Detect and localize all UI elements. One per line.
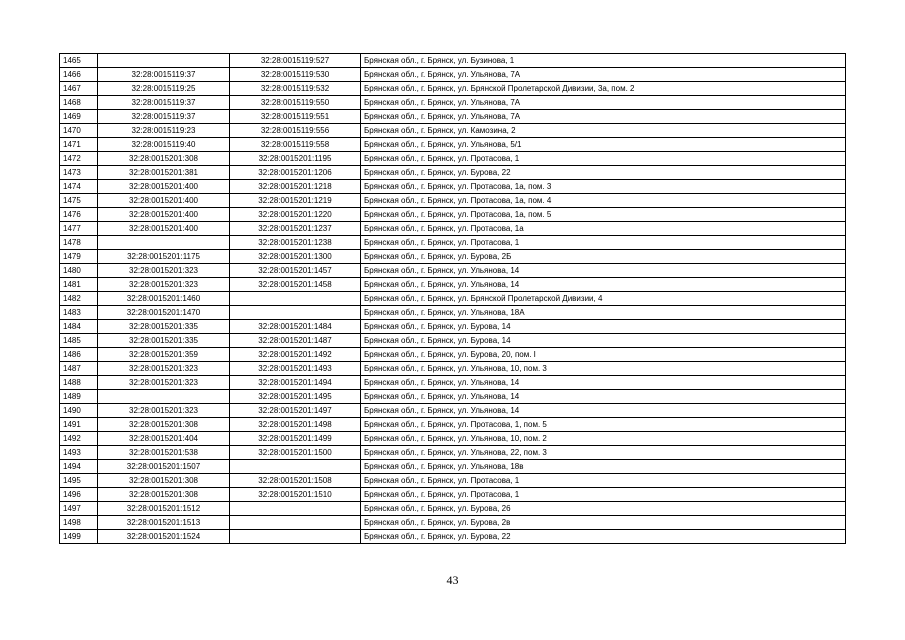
parent-cadastral-cell: 32:28:0015201:323 — [98, 362, 230, 376]
address-cell: Брянская обл., г. Брянск, ул. Протасова, 1а, пом. 5 — [361, 208, 846, 222]
table-row — [60, 348, 846, 362]
parent-cadastral-cell: 32:28:0015201:381 — [98, 166, 230, 180]
parent-cadastral-cell — [98, 236, 230, 250]
address-cell: Брянская обл., г. Брянск, ул. Бузинова, 1 — [361, 54, 846, 68]
page-number: 43 — [446, 573, 459, 587]
row-number-cell: 1483 — [60, 306, 98, 320]
parent-cadastral-cell: 32:28:0015201:323 — [98, 264, 230, 278]
parent-cadastral-cell: 32:28:0015201:323 — [98, 404, 230, 418]
row-number-cell: 1473 — [60, 166, 98, 180]
parent-cadastral-cell: 32:28:0015119:37 — [98, 96, 230, 110]
address-cell: Брянская обл., г. Брянск, ул. Ульянова, 14 — [361, 390, 846, 404]
address-cell: Брянская обл., г. Брянск, ул. Протасова, 1 — [361, 152, 846, 166]
table-row — [60, 390, 846, 404]
parent-cadastral-cell: 32:28:0015201:400 — [98, 208, 230, 222]
parent-cadastral-cell: 32:28:0015119:37 — [98, 68, 230, 82]
row-number-cell: 1480 — [60, 264, 98, 278]
address-cell: Брянская обл., г. Брянск, ул. Ульянова, 7А — [361, 68, 846, 82]
table-row — [60, 278, 846, 292]
parent-cadastral-cell: 32:28:0015201:400 — [98, 194, 230, 208]
row-number-cell: 1499 — [60, 530, 98, 544]
row-number-cell: 1466 — [60, 68, 98, 82]
table-row — [60, 334, 846, 348]
cadastral-number-cell: 32:28:0015201:1206 — [230, 166, 361, 180]
address-cell: Брянская обл., г. Брянск, ул. Протасова, 1а — [361, 222, 846, 236]
table-row — [60, 222, 846, 236]
cadastral-number-cell: 32:28:0015201:1300 — [230, 250, 361, 264]
address-cell: Брянская обл., г. Брянск, ул. Ульянова, 14 — [361, 264, 846, 278]
row-number-cell: 1493 — [60, 446, 98, 460]
table-row — [60, 82, 846, 96]
cadastral-number-cell: 32:28:0015201:1508 — [230, 474, 361, 488]
table-row — [60, 54, 846, 68]
table-row — [60, 530, 846, 544]
address-cell: Брянская обл., г. Брянск, ул. Протасова, 1 — [361, 236, 846, 250]
cadastral-number-cell: 32:28:0015201:1458 — [230, 278, 361, 292]
table-row — [60, 516, 846, 530]
cadastral-number-cell: 32:28:0015119:532 — [230, 82, 361, 96]
table-row — [60, 68, 846, 82]
address-cell: Брянская обл., г. Брянск, ул. Ульянова, 10, пом. 2 — [361, 432, 846, 446]
address-cell: Брянская обл., г. Брянск, ул. Протасова, 1, пом. 5 — [361, 418, 846, 432]
table-row — [60, 404, 846, 418]
parent-cadastral-cell: 32:28:0015201:1512 — [98, 502, 230, 516]
row-number-cell: 1478 — [60, 236, 98, 250]
address-cell: Брянская обл., г. Брянск, ул. Бурова, 2Б — [361, 250, 846, 264]
table-row — [60, 306, 846, 320]
address-cell: Брянская обл., г. Брянск, ул. Камозина, 2 — [361, 124, 846, 138]
address-cell: Брянская обл., г. Брянск, ул. Бурова, 20, пом. I — [361, 348, 846, 362]
parent-cadastral-cell: 32:28:0015201:323 — [98, 376, 230, 390]
table-row — [60, 418, 846, 432]
cadastral-number-cell: 32:28:0015119:558 — [230, 138, 361, 152]
parent-cadastral-cell: 32:28:0015201:359 — [98, 348, 230, 362]
parent-cadastral-cell: 32:28:0015201:323 — [98, 278, 230, 292]
address-cell: Брянская обл., г. Брянск, ул. Брянской Пролетарской Дивизии, 3а, пом. 2 — [361, 82, 846, 96]
address-cell: Брянская обл., г. Брянск, ул. Ульянова, 18в — [361, 460, 846, 474]
cadastral-number-cell: 32:28:0015201:1499 — [230, 432, 361, 446]
address-cell: Брянская обл., г. Брянск, ул. Бурова, 22 — [361, 530, 846, 544]
cadastral-number-cell — [230, 502, 361, 516]
cadastral-number-cell: 32:28:0015119:550 — [230, 96, 361, 110]
cadastral-number-cell: 32:28:0015201:1195 — [230, 152, 361, 166]
cadastral-number-cell: 32:28:0015201:1493 — [230, 362, 361, 376]
table-row — [60, 446, 846, 460]
row-number-cell: 1467 — [60, 82, 98, 96]
parent-cadastral-cell: 32:28:0015201:1175 — [98, 250, 230, 264]
registry-table-body — [60, 54, 846, 544]
cadastral-number-cell: 32:28:0015119:527 — [230, 54, 361, 68]
cadastral-number-cell: 32:28:0015119:530 — [230, 68, 361, 82]
table-row — [60, 208, 846, 222]
parent-cadastral-cell: 32:28:0015201:538 — [98, 446, 230, 460]
table-row — [60, 376, 846, 390]
cadastral-number-cell — [230, 530, 361, 544]
row-number-cell: 1465 — [60, 54, 98, 68]
table-row — [60, 250, 846, 264]
cadastral-number-cell: 32:28:0015201:1495 — [230, 390, 361, 404]
cadastral-number-cell — [230, 292, 361, 306]
table-row — [60, 292, 846, 306]
row-number-cell: 1494 — [60, 460, 98, 474]
row-number-cell: 1471 — [60, 138, 98, 152]
cadastral-number-cell: 32:28:0015201:1484 — [230, 320, 361, 334]
row-number-cell: 1496 — [60, 488, 98, 502]
row-number-cell: 1485 — [60, 334, 98, 348]
parent-cadastral-cell: 32:28:0015201:1460 — [98, 292, 230, 306]
address-cell: Брянская обл., г. Брянск, ул. Бурова, 22 — [361, 166, 846, 180]
row-number-cell: 1477 — [60, 222, 98, 236]
cadastral-number-cell: 32:28:0015201:1494 — [230, 376, 361, 390]
parent-cadastral-cell: 32:28:0015119:23 — [98, 124, 230, 138]
parent-cadastral-cell — [98, 54, 230, 68]
registry-table — [59, 53, 846, 544]
parent-cadastral-cell: 32:28:0015201:1524 — [98, 530, 230, 544]
cadastral-number-cell: 32:28:0015119:556 — [230, 124, 361, 138]
parent-cadastral-cell: 32:28:0015119:25 — [98, 82, 230, 96]
table-row — [60, 152, 846, 166]
table-row — [60, 194, 846, 208]
row-number-cell: 1468 — [60, 96, 98, 110]
table-row — [60, 460, 846, 474]
parent-cadastral-cell: 32:28:0015201:404 — [98, 432, 230, 446]
cadastral-number-cell: 32:28:0015201:1457 — [230, 264, 361, 278]
table-row — [60, 124, 846, 138]
row-number-cell: 1469 — [60, 110, 98, 124]
address-cell: Брянская обл., г. Брянск, ул. Ульянова, 7А — [361, 110, 846, 124]
cadastral-number-cell: 32:28:0015119:551 — [230, 110, 361, 124]
parent-cadastral-cell: 32:28:0015201:308 — [98, 418, 230, 432]
table-row — [60, 502, 846, 516]
table-row — [60, 320, 846, 334]
table-row — [60, 110, 846, 124]
parent-cadastral-cell: 32:28:0015201:1507 — [98, 460, 230, 474]
cadastral-number-cell: 32:28:0015201:1238 — [230, 236, 361, 250]
cadastral-number-cell: 32:28:0015201:1220 — [230, 208, 361, 222]
cadastral-number-cell: 32:28:0015201:1498 — [230, 418, 361, 432]
row-number-cell: 1474 — [60, 180, 98, 194]
address-cell: Брянская обл., г. Брянск, ул. Ульянова, 14 — [361, 404, 846, 418]
table-row — [60, 138, 846, 152]
row-number-cell: 1484 — [60, 320, 98, 334]
table-row — [60, 180, 846, 194]
parent-cadastral-cell: 32:28:0015201:335 — [98, 320, 230, 334]
row-number-cell: 1495 — [60, 474, 98, 488]
parent-cadastral-cell — [98, 390, 230, 404]
cadastral-number-cell: 32:28:0015201:1492 — [230, 348, 361, 362]
table-row — [60, 264, 846, 278]
address-cell: Брянская обл., г. Брянск, ул. Ульянова, 22, пом. 3 — [361, 446, 846, 460]
address-cell: Брянская обл., г. Брянск, ул. Протасова, 1а, пом. 3 — [361, 180, 846, 194]
table-row — [60, 488, 846, 502]
row-number-cell: 1490 — [60, 404, 98, 418]
row-number-cell: 1487 — [60, 362, 98, 376]
address-cell: Брянская обл., г. Брянск, ул. Брянской Пролетарской Дивизии, 4 — [361, 292, 846, 306]
cadastral-number-cell: 32:28:0015201:1510 — [230, 488, 361, 502]
parent-cadastral-cell: 32:28:0015119:37 — [98, 110, 230, 124]
row-number-cell: 1481 — [60, 278, 98, 292]
row-number-cell: 1489 — [60, 390, 98, 404]
table-row — [60, 166, 846, 180]
address-cell: Брянская обл., г. Брянск, ул. Протасова, 1а, пом. 4 — [361, 194, 846, 208]
row-number-cell: 1475 — [60, 194, 98, 208]
parent-cadastral-cell: 32:28:0015201:400 — [98, 222, 230, 236]
row-number-cell: 1497 — [60, 502, 98, 516]
parent-cadastral-cell: 32:28:0015119:40 — [98, 138, 230, 152]
address-cell: Брянская обл., г. Брянск, ул. Ульянова, 14 — [361, 376, 846, 390]
row-number-cell: 1488 — [60, 376, 98, 390]
address-cell: Брянская обл., г. Брянск, ул. Протасова, 1 — [361, 474, 846, 488]
address-cell: Брянская обл., г. Брянск, ул. Бурова, 2в — [361, 516, 846, 530]
row-number-cell: 1498 — [60, 516, 98, 530]
table-row — [60, 362, 846, 376]
address-cell: Брянская обл., г. Брянск, ул. Протасова, 1 — [361, 488, 846, 502]
address-cell: Брянская обл., г. Брянск, ул. Бурова, 14 — [361, 320, 846, 334]
parent-cadastral-cell: 32:28:0015201:308 — [98, 152, 230, 166]
address-cell: Брянская обл., г. Брянск, ул. Бурова, 26 — [361, 502, 846, 516]
cadastral-number-cell: 32:28:0015201:1219 — [230, 194, 361, 208]
row-number-cell: 1482 — [60, 292, 98, 306]
cadastral-number-cell: 32:28:0015201:1487 — [230, 334, 361, 348]
cadastral-number-cell: 32:28:0015201:1237 — [230, 222, 361, 236]
cadastral-number-cell: 32:28:0015201:1500 — [230, 446, 361, 460]
address-cell: Брянская обл., г. Брянск, ул. Ульянова, 10, пом. 3 — [361, 362, 846, 376]
cadastral-number-cell — [230, 516, 361, 530]
table-row — [60, 432, 846, 446]
parent-cadastral-cell: 32:28:0015201:308 — [98, 488, 230, 502]
row-number-cell: 1486 — [60, 348, 98, 362]
row-number-cell: 1472 — [60, 152, 98, 166]
row-number-cell: 1479 — [60, 250, 98, 264]
cadastral-number-cell — [230, 460, 361, 474]
parent-cadastral-cell: 32:28:0015201:400 — [98, 180, 230, 194]
address-cell: Брянская обл., г. Брянск, ул. Ульянова, 7А — [361, 96, 846, 110]
address-cell: Брянская обл., г. Брянск, ул. Ульянова, 14 — [361, 278, 846, 292]
parent-cadastral-cell: 32:28:0015201:308 — [98, 474, 230, 488]
address-cell: Брянская обл., г. Брянск, ул. Ульянова, 18А — [361, 306, 846, 320]
cadastral-number-cell: 32:28:0015201:1497 — [230, 404, 361, 418]
cadastral-number-cell — [230, 306, 361, 320]
row-number-cell: 1476 — [60, 208, 98, 222]
row-number-cell: 1470 — [60, 124, 98, 138]
address-cell: Брянская обл., г. Брянск, ул. Бурова, 14 — [361, 334, 846, 348]
table-row — [60, 236, 846, 250]
address-cell: Брянская обл., г. Брянск, ул. Ульянова, 5/1 — [361, 138, 846, 152]
row-number-cell: 1491 — [60, 418, 98, 432]
parent-cadastral-cell: 32:28:0015201:1513 — [98, 516, 230, 530]
table-row — [60, 474, 846, 488]
parent-cadastral-cell: 32:28:0015201:335 — [98, 334, 230, 348]
parent-cadastral-cell: 32:28:0015201:1470 — [98, 306, 230, 320]
cadastral-number-cell: 32:28:0015201:1218 — [230, 180, 361, 194]
row-number-cell: 1492 — [60, 432, 98, 446]
table-row — [60, 96, 846, 110]
